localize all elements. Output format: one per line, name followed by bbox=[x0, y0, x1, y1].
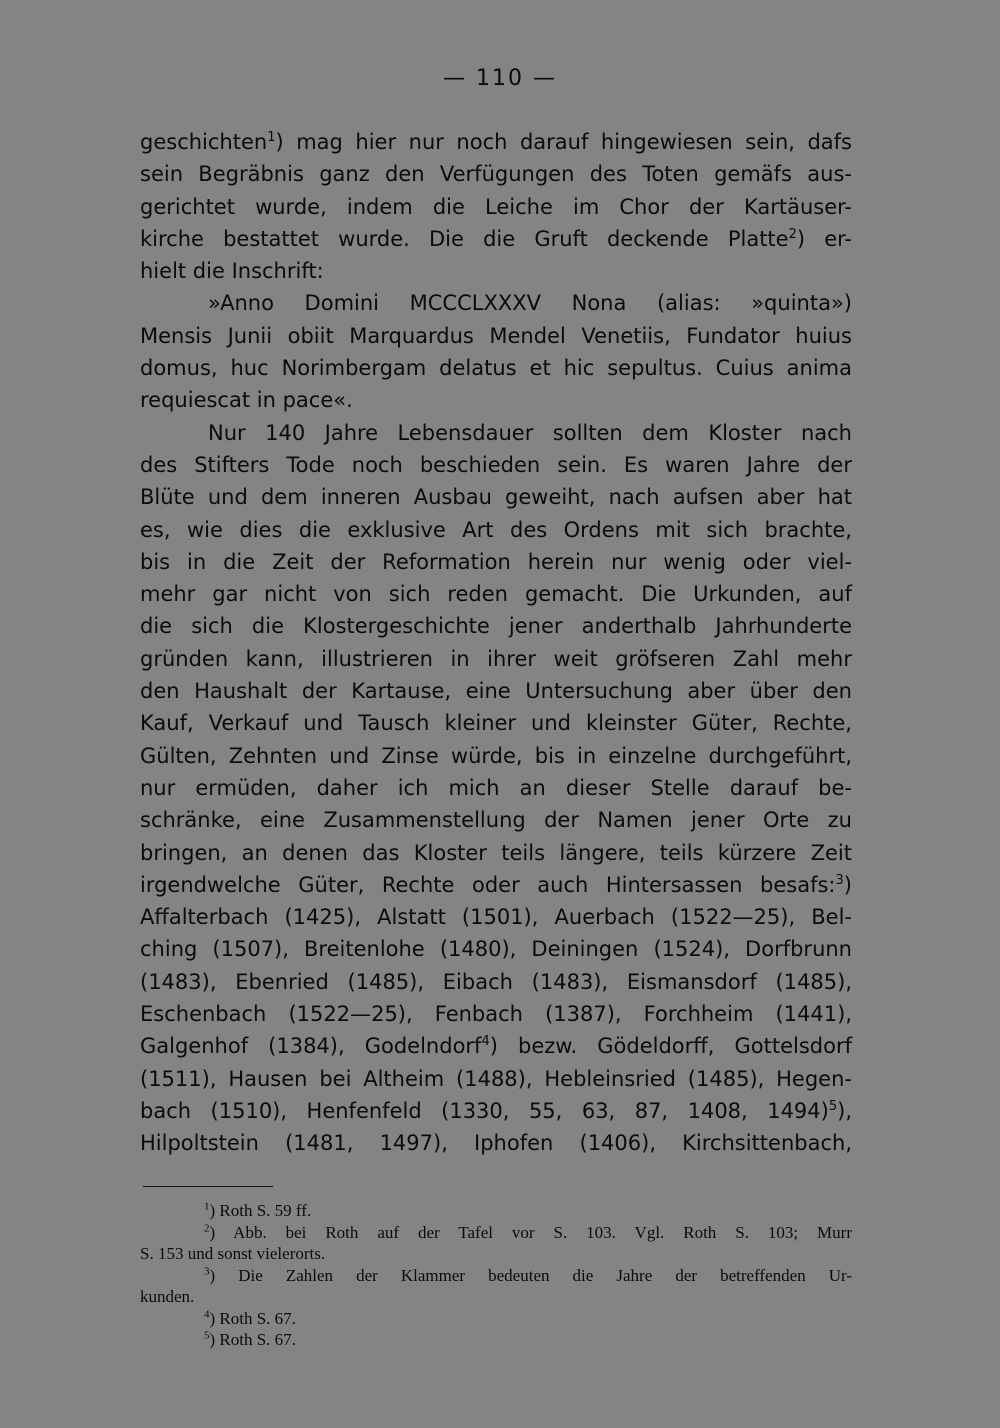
text-segment: irgendwelche Güter, Rechte oder auch Hintersassen besafs: bbox=[140, 872, 836, 897]
footnote-line bbox=[140, 1265, 852, 1287]
footnote-marker: 2 bbox=[788, 226, 797, 242]
text-segment: den Haushalt der Kartause, eine Untersuchung aber über den bbox=[140, 679, 852, 704]
text-segment: Blüte und dem inneren Ausbau geweiht, nach aufsen aber hat bbox=[140, 485, 852, 510]
text-line bbox=[140, 837, 852, 869]
text-line bbox=[140, 643, 852, 675]
text-line bbox=[140, 417, 852, 449]
text-segment: nur ermüden, daher ich mich an dieser Stelle darauf be- bbox=[140, 775, 852, 800]
footnote-text: kunden. bbox=[140, 1287, 195, 1306]
text-line bbox=[140, 1030, 852, 1062]
text-line bbox=[140, 1063, 852, 1095]
footnote-line bbox=[140, 1222, 852, 1244]
text-segment: Eschenbach (1522—25), Fenbach (1387), Forchheim (1441), bbox=[140, 1002, 852, 1027]
text-segment: Affalterbach (1425), Alstatt (1501), Auerbach (1522—25), Bel- bbox=[140, 905, 852, 930]
footnote-number: 4 bbox=[204, 1307, 210, 1320]
text-segment: ) bezw. Gödeldorff, Gottelsdorf bbox=[489, 1034, 852, 1059]
text-segment: mehr gar nicht von sich reden gemacht. Die Urkunden, auf bbox=[140, 582, 852, 607]
text-line bbox=[140, 255, 852, 287]
text-line bbox=[140, 514, 852, 546]
text-segment: bach (1510), Henfenfeld (1330, 55, 63, 87, 1408, 1494) bbox=[140, 1098, 829, 1123]
footnote-number: 2 bbox=[204, 1221, 210, 1234]
footnote-line bbox=[140, 1286, 852, 1308]
text-line bbox=[140, 546, 852, 578]
text-line bbox=[140, 578, 852, 610]
text-line bbox=[140, 191, 852, 223]
text-line bbox=[140, 966, 852, 998]
text-line bbox=[140, 1127, 852, 1159]
text-segment: requiescat in pace«. bbox=[140, 388, 353, 413]
text-segment: Galgenhof (1384), Godelndorf bbox=[140, 1034, 482, 1059]
text-segment: bringen, an denen das Kloster teils längere, teils kürzere Zeit bbox=[140, 840, 852, 865]
text-segment: gerichtet wurde, indem die Leiche im Chor der Kartäuser- bbox=[140, 194, 852, 219]
text-segment: kirche bestattet wurde. Die die Gruft deckende Platte bbox=[140, 226, 789, 251]
footnote-text: ) Roth S. 67. bbox=[209, 1330, 296, 1349]
footnote-text: ) Roth S. 67. bbox=[209, 1308, 296, 1328]
footnote-text: ) Die Zahlen der Klammer bedeuten die Jahre der betreffenden Ur- bbox=[209, 1265, 852, 1285]
footnotes bbox=[140, 1200, 852, 1351]
footnote-line bbox=[140, 1329, 852, 1351]
text-segment: Kauf, Verkauf und Tausch kleiner und kleinster Güter, Rechte, bbox=[140, 711, 852, 736]
page-number: — 110 — bbox=[443, 66, 557, 91]
text-segment: domus, huc Norimbergam delatus et hic sepultus. Cuius anima bbox=[140, 356, 852, 381]
text-segment: ) bbox=[843, 872, 852, 897]
text-line bbox=[140, 287, 852, 319]
text-segment: Hilpoltstein (1481, 1497), Iphofen (1406), Kirchsittenbach, bbox=[140, 1131, 852, 1156]
text-segment: hielt die Inschrift: bbox=[140, 259, 324, 284]
footnote-marker: 3 bbox=[835, 872, 844, 888]
text-line bbox=[140, 320, 852, 352]
text-segment: es, wie dies die exklusive Art des Ordens mit sich brachte, bbox=[140, 517, 852, 542]
text-line bbox=[140, 223, 852, 255]
text-segment: (1511), Hausen bei Altheim (1488), Hebleinsried (1485), Hegen- bbox=[140, 1066, 852, 1091]
text-line bbox=[140, 804, 852, 836]
text-segment: ) er- bbox=[796, 226, 852, 251]
footnote-line bbox=[140, 1308, 852, 1330]
text-line bbox=[140, 158, 852, 190]
text-segment: »Anno Domini MCCCLXXXV Nona (alias: »quinta») bbox=[208, 291, 852, 316]
footnote-line bbox=[140, 1243, 852, 1265]
text-line bbox=[140, 707, 852, 739]
text-line bbox=[140, 384, 852, 416]
footnote-number: 3 bbox=[204, 1264, 210, 1277]
text-segment: gründen kann, illustrieren in ihrer weit gröfseren Zahl mehr bbox=[140, 646, 852, 671]
text-segment: die sich die Klostergeschichte jener anderthalb Jahrhunderte bbox=[140, 614, 852, 639]
text-line bbox=[140, 998, 852, 1030]
text-line bbox=[140, 449, 852, 481]
footnote-text: S. 153 und sonst vielerorts. bbox=[140, 1244, 326, 1263]
footnote-line bbox=[140, 1200, 852, 1222]
footnote-number: 1 bbox=[204, 1200, 210, 1213]
text-line bbox=[140, 481, 852, 513]
text-segment: sein Begräbnis ganz den Verfügungen des Toten gemäfs aus- bbox=[140, 162, 852, 187]
text-line bbox=[140, 610, 852, 642]
footnote-marker: 5 bbox=[828, 1098, 838, 1114]
text-line bbox=[140, 1095, 852, 1127]
text-segment: Nur 140 Jahre Lebensdauer sollten dem Kloster nach bbox=[208, 420, 852, 445]
text-segment: des Stifters Tode noch beschieden sein. Es waren Jahre der bbox=[140, 452, 852, 477]
text-segment: ching (1507), Breitenlohe (1480), Deiningen (1524), Dorfbrunn bbox=[140, 937, 852, 962]
text-line bbox=[140, 869, 852, 901]
text-segment: schränke, eine Zusammenstellung der Namen jener Orte zu bbox=[140, 808, 852, 833]
footnote-marker: 1 bbox=[267, 130, 276, 145]
text-segment: bis in die Zeit der Reformation herein nur wenig oder viel- bbox=[140, 549, 852, 574]
text-line bbox=[140, 126, 852, 158]
body-text bbox=[140, 126, 852, 1160]
text-line bbox=[140, 772, 852, 804]
text-line bbox=[140, 933, 852, 965]
text-segment: ) mag hier nur noch darauf hingewiesen sein, dafs bbox=[275, 130, 852, 154]
footnote-text: ) Roth S. 59 ff. bbox=[209, 1201, 312, 1220]
footnote-number: 5 bbox=[204, 1329, 210, 1342]
text-line bbox=[140, 901, 852, 933]
text-segment: ), bbox=[837, 1098, 852, 1123]
text-segment: geschichten bbox=[140, 130, 268, 154]
footnote-marker: 4 bbox=[481, 1034, 490, 1050]
text-line bbox=[140, 352, 852, 384]
text-segment: Mensis Junii obiit Marquardus Mendel Venetiis, Fundator huius bbox=[140, 323, 852, 348]
text-segment: Gülten, Zehnten und Zinse würde, bis in einzelne durchgeführt, bbox=[140, 743, 852, 768]
text-line bbox=[140, 675, 852, 707]
text-segment: (1483), Ebenried (1485), Eibach (1483), Eismansdorf (1485), bbox=[140, 969, 852, 994]
footnote-divider bbox=[143, 1186, 273, 1187]
text-line bbox=[140, 740, 852, 772]
footnote-text: ) Abb. bei Roth auf der Tafel vor S. 103. Vgl. Roth S. 103; Murr bbox=[209, 1222, 852, 1242]
